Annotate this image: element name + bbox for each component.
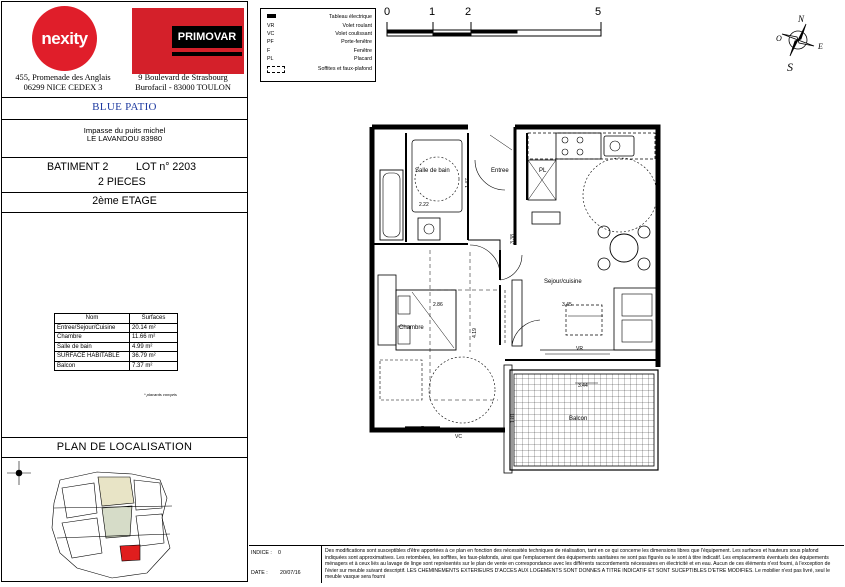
legend-item: Tableau électrique [265,14,373,22]
legend-item: Soffites et faux-plafond [265,66,373,74]
wardrobe [378,275,396,345]
shutter-mark: VR [576,346,583,352]
dimension-label: 1.47 [464,178,471,188]
dimension-label: 2.86 [433,302,443,308]
surfaces-header-name: Nom [55,314,130,324]
room-label-bedroom: Chambre [399,325,424,331]
window-mark: F [421,426,425,432]
table-row: Entree/Sejour/Cuisine 20.14 m² [55,323,178,333]
legend-item: PF Porte-fenêtre [267,39,372,45]
scale-tick-label: 0 [384,6,391,18]
sofa [614,288,656,350]
dimension-label: 3.44 [578,383,588,389]
primovar-address: 9 Boulevard de Strasbourg Burofacil - 83000 TOULON [135,73,231,92]
localisation-title: PLAN DE LOCALISATION [2,437,247,457]
shutter-mark: VC [455,434,462,440]
compass-n: N [798,14,805,24]
table-row: Chambre 11.66 m² [55,333,178,343]
bathtub [380,170,403,240]
scale-tick-label: 1 [429,6,436,18]
coffee-table [566,305,602,335]
dimension-label: 3.38 [509,234,516,244]
date-label: DATE : [251,570,268,576]
dining-table [610,234,638,262]
room-label-closet: PL [539,168,547,174]
surfaces-footnote: * placards compris [144,392,177,397]
primovar-logo-label: PRIMOVAR [172,26,242,48]
legend-item: F Fenêtre [267,48,372,54]
electrical-panel [532,212,560,224]
dimension-label: 2.22 [419,202,429,208]
table-row: Salle de bain 4.99 m² [55,342,178,352]
project-name: BLUE PATIO [2,97,247,119]
table-row: Balcon 7.37 m² [55,361,178,371]
building-label: BATIMENT 2 [47,161,109,173]
indice-value: 0 [278,550,281,556]
nexity-logo: nexity [32,6,97,71]
compass-o: O [776,34,782,43]
legend-item: PL Placard [267,56,372,62]
disclaimer: Des modifications sont susceptibles d'être apportées à ce plan en fonction des nécessités techniques de réalisation, tant en ce qui concerne les dimensions libres que l'équipement. Les surfaces et hauteurs sous plafond indiquées sont approximatives. Les retombées, les soffites, les faux-plafonds, ainsi que l'emplacement des équipements sanitaires ne sont pas figurés ou le sont à titre indicatif. Les emplacements éventuels des équipements ménagers et à ceux liés au lavage de linge sont représentés sur le plan de vente en correspondance avec les différents raccordements nécessaires en électricité et en eau. Aucun de ces éléments n'est fourni, à l'exception de l'évier sur meuble suivant descriptif. LES CHEMINEMENTS EXTERIEURS D'ACCES AUX LOGEMENTS SONT DONNES A TITRE INDICATIF ET SONT SUCEPTIBLES D'ETRE MODIFIES. Le mobilier n'est pas livré, seul le meuble vasque sera fourni [325,548,831,580]
legend-item: VC Volet coulissant [267,31,372,37]
room-label-balcony: Balcon [569,416,588,422]
revision-block [249,546,322,583]
footer [249,545,844,583]
scale-tick-label: 5 [595,6,602,18]
nexity-address: 455, Promenade des Anglais 06299 NICE CEDEX 3 [15,73,111,92]
dimension-label: 4.19 [471,328,478,338]
legend-item: VR Volet roulant [267,23,372,29]
compass-e: E [818,42,823,51]
surfaces-header-value: Surfaces [130,314,178,324]
project-address: Impasse du puits michel LE LAVANDOU 83980 [2,119,247,157]
toilet [418,218,440,240]
dimension-label: 1.81 [509,413,516,423]
floor-label: 2ème ETAGE [2,192,247,212]
room-label-living: Sejour/cuisine [544,279,582,285]
dimension-label: 3.45 [562,302,572,308]
room-label-bathroom: Salle de bain [415,168,450,174]
table-row: SURFACE HABITABLE 36.79 m² [55,352,178,362]
compass-s: S [787,60,793,74]
scale-tick-label: 2 [465,6,472,18]
tv-unit [512,280,522,346]
bed [396,290,456,350]
date-value: 20/07/16 [280,570,301,576]
indice-label: INDICE : [251,550,272,556]
rooms-count: 2 PIECES [98,176,146,188]
room-label-entry: Entree [491,168,509,174]
lot-number: LOT n° 2203 [136,161,196,173]
